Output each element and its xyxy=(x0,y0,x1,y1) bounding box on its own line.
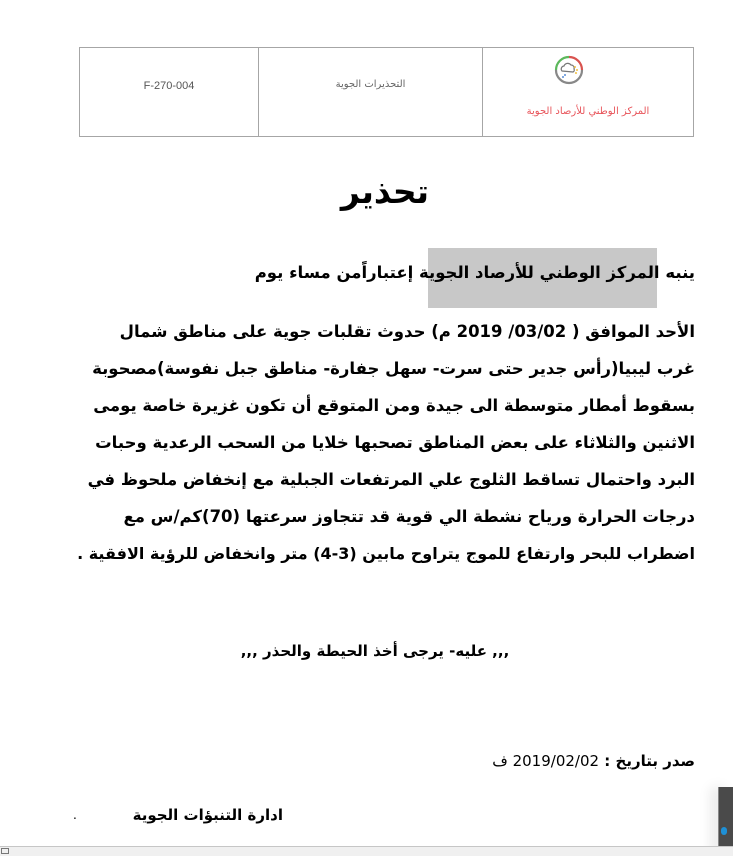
body-line-4: بسقوط أمطار متوسطة الى جيدة ومن المتوقع أن تكون غزيرة خاصة يومى xyxy=(93,396,695,415)
closing-note: ,,, عليه- يرجى أخذ الحيطة والحذر ,,, xyxy=(240,642,510,660)
body-line-1-start: ينبه xyxy=(659,263,695,282)
warning-heading: تحذير xyxy=(340,172,430,211)
trailing-dot: . xyxy=(73,808,77,822)
department-signature: ادارة التنبؤات الجوية xyxy=(132,806,283,824)
organization-cell xyxy=(483,48,693,136)
doc-title-cell xyxy=(259,48,483,136)
body-line-1 xyxy=(255,261,695,285)
body-line-5: الاثنين والثلاثاء على بعض المناطق تصحبها خلايا من السحب الرعدية وحبات xyxy=(95,433,695,452)
issue-date xyxy=(492,752,695,770)
highlighted-organization: المركز الوطني للأرصاد الجوية xyxy=(419,263,660,282)
body-line-1-end: إعتباراًمن مساء يوم xyxy=(254,263,420,282)
page-view-icon[interactable] xyxy=(1,848,9,854)
header-table xyxy=(79,47,694,137)
issue-date-value: 2019/02/02 ف xyxy=(492,752,600,770)
body-line-6: البرد واحتمال تساقط الثلوج علي المرتفعات الجبلية مع إنخفاض ملحوظ في xyxy=(87,470,695,489)
form-code-cell xyxy=(80,48,259,136)
issue-date-label: صدر بتاريخ : xyxy=(599,752,695,770)
panel-accent-icon xyxy=(721,827,727,835)
body-line-3: غرب ليبيا(رأس جدير حتى سرت- سهل جفارة- مناطق جبل نفوسة)مصحوبة xyxy=(92,359,695,378)
doc-title: التحذيرات الجوية xyxy=(335,79,406,90)
organization-name: المركز الوطني للأرصاد الجوية xyxy=(526,106,650,117)
body-line-2: الأحد الموافق ( 03/02/ 2019 م) حدوث تقلبات جوية على مناطق شمال xyxy=(119,322,695,341)
body-line-7: درجات الحرارة ورياح نشطة الي قوية قد تتجاوز سرعتها (70)كم/س مع xyxy=(123,507,695,526)
form-code: F-270-004 xyxy=(143,80,195,92)
body-line-8: اضطراب للبحر وارتفاع للموج يتراوح مابين (3-4) متر وانخفاض للرؤية الافقية . xyxy=(77,544,695,563)
side-panel[interactable] xyxy=(718,787,733,855)
cloud-sun-rain-logo-icon xyxy=(551,55,587,85)
